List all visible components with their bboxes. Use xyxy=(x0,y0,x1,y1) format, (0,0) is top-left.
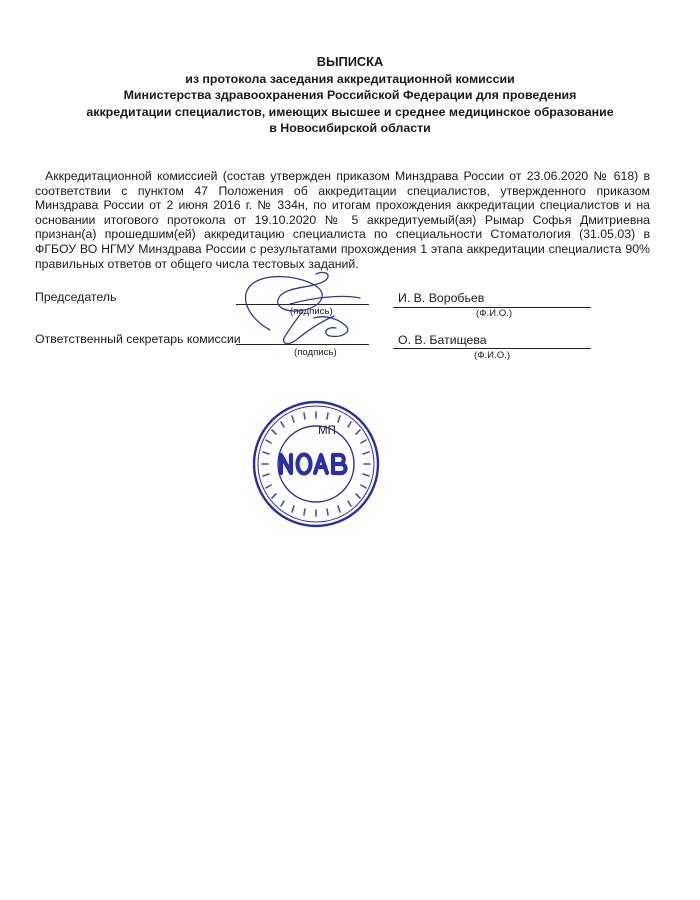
subtitle-line-3: аккредитации специалистов, имеющих высшее и среднее медицинское образование xyxy=(86,104,614,119)
subtitle-line-4: в Новосибирской области xyxy=(269,121,431,135)
seal-place-mark: МП xyxy=(318,425,336,437)
secretary-name-line xyxy=(393,348,591,349)
document-body xyxy=(35,169,650,271)
handwritten-signatures xyxy=(230,268,380,358)
secretary-name: О. В. Батищева xyxy=(398,333,487,347)
chairman-signature-caption: (подпись) xyxy=(290,306,333,317)
chairman-name-caption: (Ф.И.О.) xyxy=(476,308,513,319)
subtitle-line-2: Министерства здравоохранения Российской Федерации для проведения xyxy=(123,88,577,102)
chairman-name: И. В. Воробьев xyxy=(398,291,485,305)
document-title: ВЫПИСКА xyxy=(316,54,384,69)
secretary-signature-caption: (подпись) xyxy=(294,347,337,358)
secretary-role-label: Ответственный секретарь комиссии xyxy=(35,332,241,346)
organization-stamp xyxy=(250,398,382,530)
secretary-name-caption: (Ф.И.О.) xyxy=(474,350,511,361)
document-header xyxy=(30,54,670,137)
chairman-role-label: Председатель xyxy=(35,290,117,304)
body-paragraph: Аккредитационной комиссией (состав утвержден приказом Минздрава России от 23.06.2020 № 618) в соответствии с пунктом 47 Положения об аккредитации специалистов, утвержденного приказом Минздрава России от 2 июня 2016 г. № 334н, по итогам прохождения аккредитации специалистов и на основании итогового протокола от 19.10.2020 № 5 аккредитуемый(ая) Рымар Софья Дмитриевна признан(а) прошедшим(ей) аккредитацию специалиста по специальности Стоматология (31.05.03) в ФГБОУ ВО НГМУ Минздрава России с результатами прохождения 1 этапа аккредитации специалиста 90% правильных ответов от общего числа тестовых заданий. xyxy=(35,169,650,271)
subtitle-line-1: из протокола заседания аккредитационной комиссии xyxy=(185,71,515,86)
